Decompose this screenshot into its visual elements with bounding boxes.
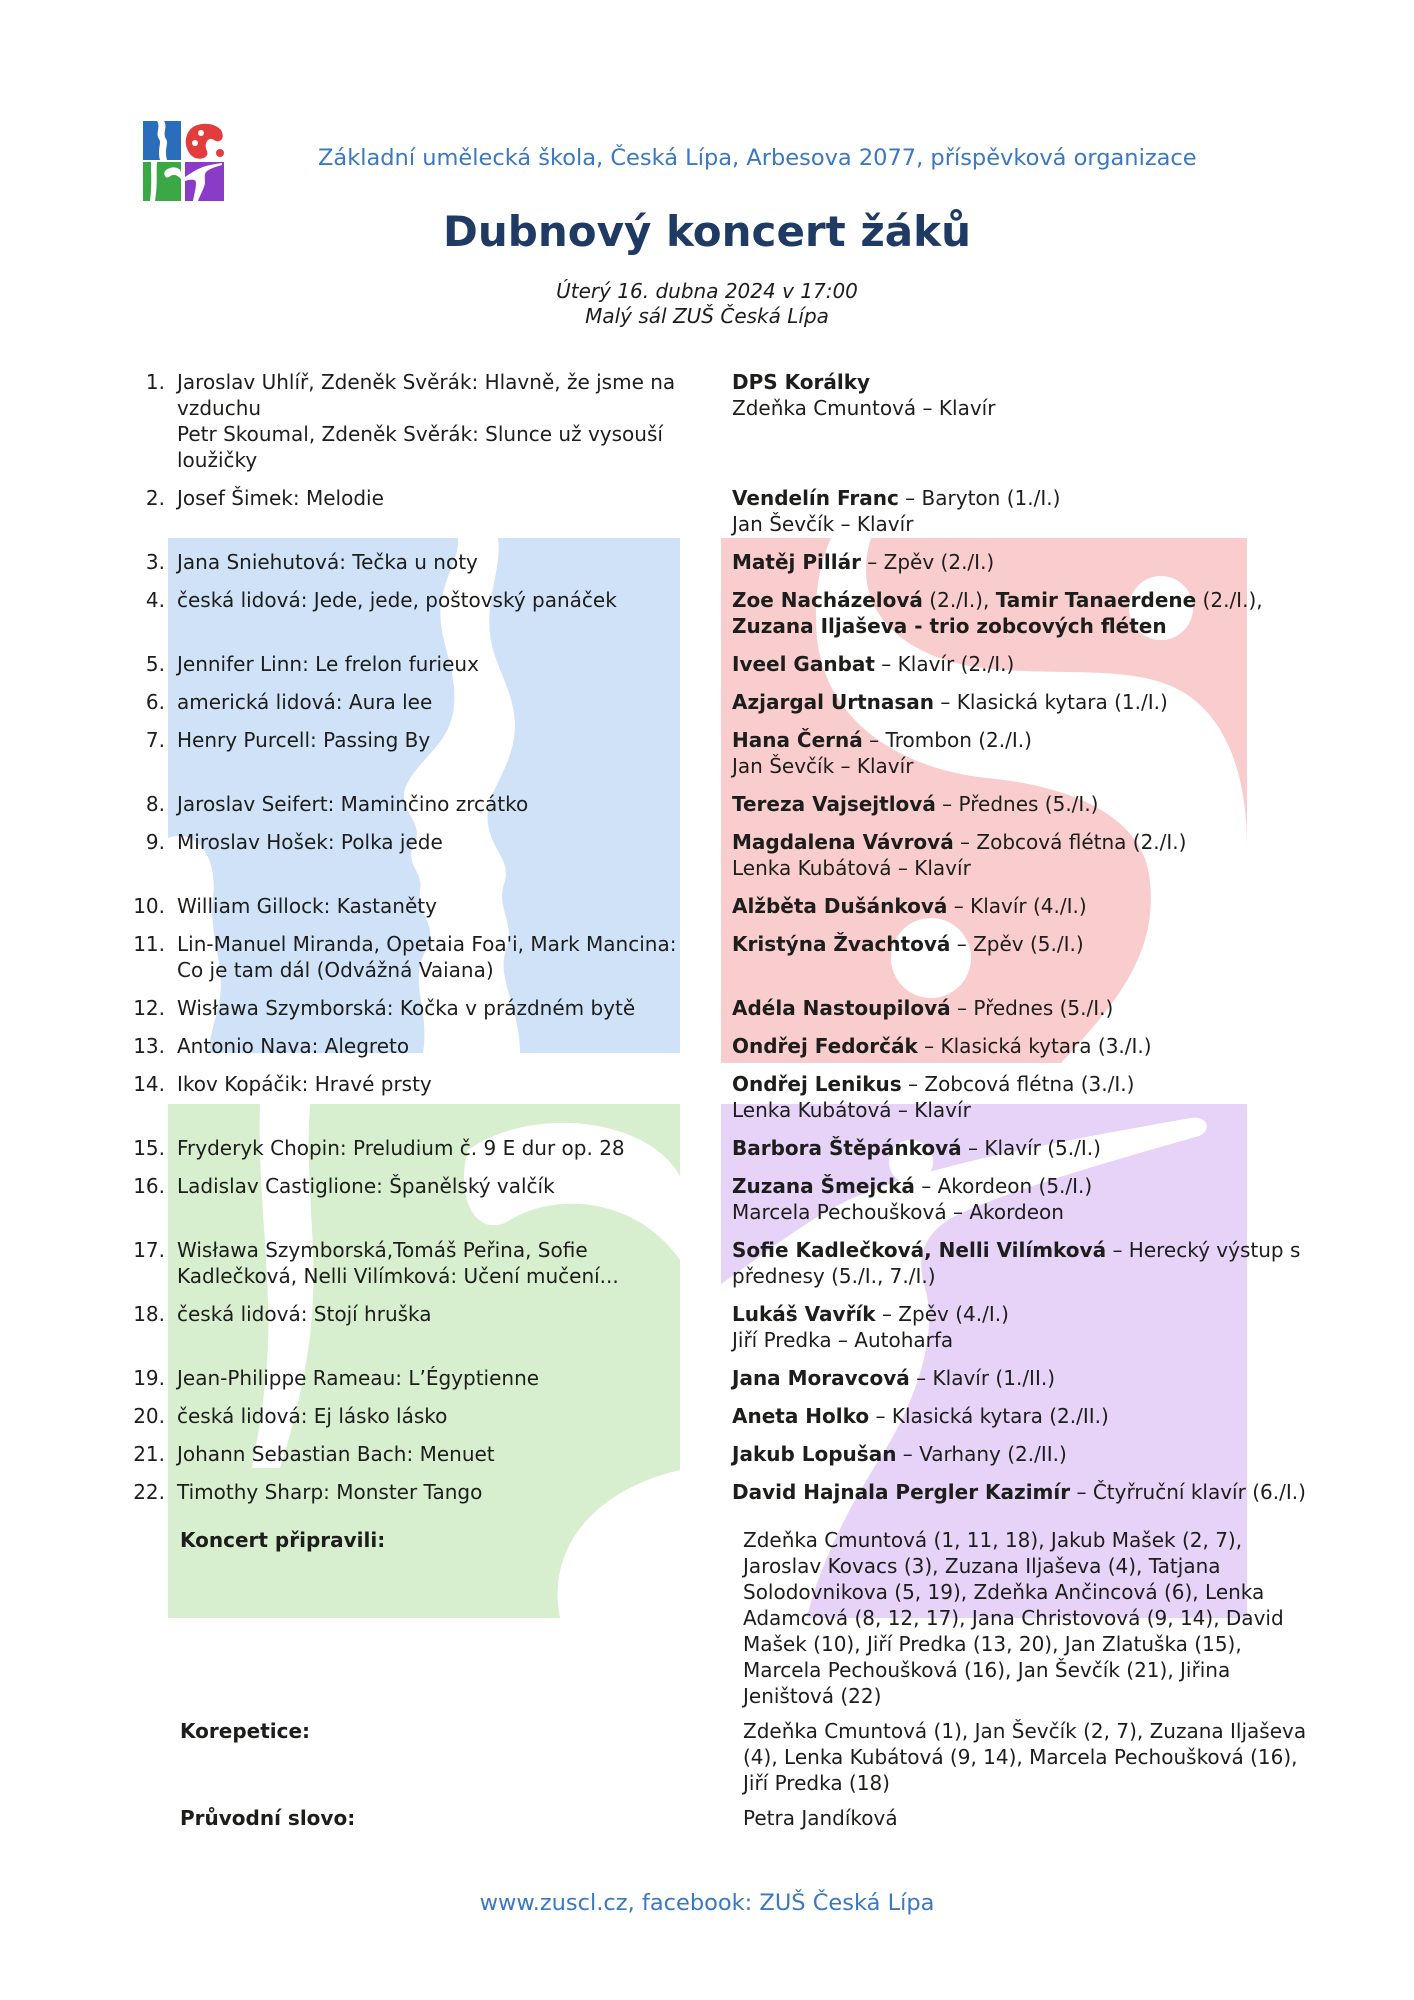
item-number: 22. [133,1480,165,1504]
performers [732,829,1186,881]
performer-detail: Marcela Pechoušková – Akordeon [732,1200,1064,1224]
piece-title [177,1365,732,1391]
credit-label: Koncert připravili: [180,1528,386,1552]
performers [732,549,994,575]
performers [732,995,1113,1021]
credit-line: Jeništová (22) [743,1684,882,1708]
performer-line [732,1327,1009,1353]
performers [732,1403,1109,1429]
performer-line [732,1403,1109,1429]
credit-item [0,1805,1414,1840]
performer-detail: – Zpěv (5./I.) [950,932,1084,956]
piece-line: americká lidová: Aura lee [177,690,433,714]
performer-name: Lukáš Vavřík [732,1302,876,1326]
piece-title [177,1071,732,1123]
item-number: 14. [133,1072,165,1096]
item-number: 20. [133,1404,165,1428]
performers [732,1301,1009,1353]
program-item [0,369,1414,485]
piece-line: Timothy Sharp: Monster Tango [177,1480,483,1504]
footer-contact: www.zuscl.cz, facebook: ZUŠ Česká Lípa [479,1890,935,1916]
performer-name: Alžběta Dušánková [732,894,948,918]
piece-title [177,689,732,715]
item-number: 1. [145,370,165,394]
performer-name: Zuzana Šmejcká [732,1174,915,1198]
performer-detail: – Klavír (2./I.) [874,652,1015,676]
piece-line: Ladislav Castiglione: Španělský valčík [177,1174,555,1198]
program-item [0,1441,1414,1479]
performer-line [732,791,1098,817]
performer-name: Hana Černá [732,728,863,752]
performers [732,1135,1101,1161]
performer-line [732,727,1032,753]
piece-line: Henry Purcell: Passing By [177,728,431,752]
item-number: 9. [145,830,165,854]
performer-line [732,1135,1101,1161]
item-number: 17. [133,1238,165,1262]
item-number: 6. [145,690,165,714]
performer-line [732,1097,1134,1123]
program-item [0,1365,1414,1403]
program-item [0,587,1414,651]
performer-line [732,1263,1300,1289]
performers [732,1441,1067,1467]
performer-name: Jakub Lopušan [732,1442,897,1466]
credit-line: Solodovnikova (5, 19), Zdeňka Ančincová (6), Lenka [743,1580,1265,1604]
performer-name: Tamir Tanaerdene [995,588,1197,612]
performers [732,727,1032,779]
piece-line: česká lidová: Stojí hruška [177,1302,432,1326]
concert-venue: Malý sál ZUŠ Česká Lípa [585,304,829,328]
performer-detail: Lenka Kubátová – Klavír [732,1098,971,1122]
performer-name: Barbora Štěpánková [732,1136,962,1160]
piece-title [177,485,732,537]
piece-title [177,893,732,919]
performer-line [732,511,1060,537]
piece-title [177,1441,732,1467]
performer-line [732,549,994,575]
performer-detail: – Zpěv (4./I.) [875,1302,1009,1326]
performer-line [732,395,995,421]
performer-detail: – Varhany (2./II.) [896,1442,1067,1466]
performer-line [732,1441,1067,1467]
piece-line: Ikov Kopáčik: Hravé prsty [177,1072,432,1096]
piece-title [177,369,732,473]
piece-line: Miroslav Hošek: Polka jede [177,830,443,854]
piece-title [177,651,732,677]
credit-label: Průvodní slovo: [180,1806,356,1830]
logo-palette-dot [216,149,224,157]
performer-line [732,1033,1152,1059]
performers [732,1237,1300,1289]
performers [732,587,1263,639]
program-item [0,1237,1414,1301]
piece-line: Petr Skoumal, Zdeněk Svěrák: Slunce už vysouší [177,422,663,446]
credits-section [0,1527,1414,1840]
performer-detail: – Klasická kytara (1./I.) [934,690,1168,714]
credit-line: Petra Jandíková [743,1806,898,1830]
program-item [0,1071,1414,1135]
performers [732,369,995,473]
piece-line: Jaroslav Uhlíř, Zdeněk Svěrák: Hlavně, že jsme na [177,370,676,394]
credit-item [0,1527,1414,1718]
program-item [0,727,1414,791]
piece-line: česká lidová: Jede, jede, poštovský panáček [177,588,617,612]
performer-detail: – Zobcová flétna (3./I.) [901,1072,1135,1096]
piece-line: Kadlečková, Nelli Vilímková: Učení mučení... [177,1264,619,1288]
credit-text [743,1527,1284,1709]
performer-detail: – Trombon (2./I.) [862,728,1032,752]
performers [732,485,1060,537]
credit-line: (4), Lenka Kubátová (9, 14), Marcela Pechoušková (16), [743,1745,1298,1769]
piece-line: vzduchu [177,396,262,420]
item-number: 5. [145,652,165,676]
performer-name: Zoe Nacházelová [732,588,923,612]
program-item [0,1479,1414,1517]
performer-line [732,485,1060,511]
performer-detail: (2./I.), [922,588,996,612]
performer-name: Tereza Vajsejtlová [732,792,936,816]
item-number: 13. [133,1034,165,1058]
program-item [0,829,1414,893]
performer-detail: – Přednes (5./I.) [950,996,1114,1020]
performer-line [732,753,1032,779]
performer-name: Kristýna Žvachtová [732,932,951,956]
performer-detail: Jiří Predka – Autoharfa [732,1328,954,1352]
performer-line [732,931,1084,957]
performer-detail: – Akordeon (5./I.) [914,1174,1093,1198]
program-item [0,1173,1414,1237]
performers [732,1365,1055,1391]
program-item [0,485,1414,549]
item-number: 8. [145,792,165,816]
item-number: 12. [133,996,165,1020]
performer-name: Iveel Ganbat [732,652,875,676]
piece-line: Lin-Manuel Miranda, Opetaia Foa'i, Mark Mancina: [177,932,677,956]
concert-date: Úterý 16. dubna 2024 v 17:00 [556,279,858,303]
piece-line: česká lidová: Ej lásko lásko [177,1404,448,1428]
performer-name: Magdalena Vávrová [732,830,954,854]
piece-title [177,829,732,881]
credit-line: Jaroslav Kovacs (3), Zuzana Iljaševa (4), Tatjana [743,1554,1221,1578]
performer-detail: – Herecký výstup s [1106,1238,1301,1262]
piece-line: loužičky [177,448,258,472]
performer-name: Jana Moravcová [732,1366,910,1390]
performer-name: Azjargal Urtnasan [732,690,935,714]
performers [732,893,1087,919]
piece-line: Fryderyk Chopin: Preludium č. 9 E dur op. 28 [177,1136,625,1160]
piece-title [177,549,732,575]
performer-name: DPS Korálky [732,370,871,394]
credit-line: Marcela Pechoušková (16), Jan Ševčík (21), Jiřina [743,1658,1231,1682]
performer-line [732,1237,1300,1263]
piece-line: Josef Šimek: Melodie [177,486,384,510]
performer-line [732,1071,1134,1097]
performer-line [732,689,1168,715]
performer-name: Adéla Nastoupilová [732,996,951,1020]
piece-title [177,1479,732,1505]
performer-detail: – Zobcová flétna (2./I.) [953,830,1187,854]
program-item [0,1403,1414,1441]
credit-text [743,1805,898,1831]
item-number: 2. [145,486,165,510]
piece-title [177,995,732,1021]
credit-label: Korepetice: [180,1719,311,1743]
performer-detail: Lenka Kubátová – Klavír [732,856,971,880]
piece-title [177,1173,732,1225]
logo-palette-hole [192,140,198,146]
program-item [0,791,1414,829]
performer-line [732,369,995,395]
item-number: 19. [133,1366,165,1390]
piece-line: Jennifer Linn: Le frelon furieux [177,652,479,676]
piece-line: William Gillock: Kastaněty [177,894,437,918]
piece-title [177,931,732,983]
performer-name: David Hajnala Pergler Kazimír [732,1480,1071,1504]
performer-line [732,1199,1092,1225]
piece-line: Jean-Philippe Rameau: L’Égyptienne [177,1366,540,1390]
performer-detail: – Klasická kytara (3./I.) [917,1034,1152,1058]
performer-name: Aneta Holko [732,1404,870,1428]
credit-text [743,1718,1306,1796]
performer-line [732,1479,1306,1505]
program-list [0,369,1414,1517]
performers [732,1071,1134,1123]
piece-line: Jaroslav Seifert: Maminčino zrcátko [177,792,529,816]
program-item [0,549,1414,587]
performer-line [732,651,1014,677]
performers [732,651,1014,677]
item-number: 10. [133,894,165,918]
performer-line [732,893,1087,919]
piece-title [177,1301,732,1353]
performer-line [732,587,1263,613]
credit-line: Adamcová (8, 12, 17), Jana Christovová (9, 14), David [743,1606,1284,1630]
item-number: 18. [133,1302,165,1326]
item-number: 3. [145,550,165,574]
performer-detail: přednesy (5./I., 7./I.) [732,1264,936,1288]
piece-line: Antonio Nava: Alegreto [177,1034,410,1058]
item-number: 7. [145,728,165,752]
credit-line: Mašek (10), Jiří Predka (13, 20), Jan Zlatuška (15), [743,1632,1242,1656]
performer-detail: – Zpěv (2./I.) [860,550,995,574]
performer-name: Ondřej Lenikus [732,1072,902,1096]
performer-detail: Jan Ševčík – Klavír [732,754,914,778]
performer-name: Zuzana Iljaševa - trio zobcových fléten [732,614,1167,638]
performer-detail: – Baryton (1./I.) [898,486,1061,510]
performer-line [732,855,1186,881]
program-item [0,931,1414,995]
piece-title [177,1135,732,1161]
performer-line [732,995,1113,1021]
program-item [0,1033,1414,1071]
performer-detail: Zdeňka Cmuntová – Klavír [732,396,996,420]
performer-detail: – Přednes (5./I.) [935,792,1099,816]
program-item [0,1301,1414,1365]
performer-detail: – Klavír (5./I.) [961,1136,1101,1160]
performer-name: Ondřej Fedorčák [732,1034,918,1058]
piece-title [177,791,732,817]
performer-name: Matěj Pillár [732,550,861,574]
piece-line: Johann Sebastian Bach: Menuet [177,1442,495,1466]
piece-title [177,727,732,779]
item-number: 15. [133,1136,165,1160]
credit-line: Zdeňka Cmuntová (1, 11, 18), Jakub Mašek (2, 7), [743,1528,1243,1552]
page-title: Dubnový koncert žáků [443,207,971,256]
school-name: Základní umělecká škola, Česká Lípa, Arbesova 2077, příspěvková organizace [318,145,1197,171]
performer-line [732,613,1263,639]
program-item [0,689,1414,727]
piece-line: Co je tam dál (Odvážná Vaiana) [177,958,494,982]
program-item [0,995,1414,1033]
performer-line [732,1365,1055,1391]
performer-detail: Jan Ševčík – Klavír [732,512,914,536]
piece-line: Jana Sniehutová: Tečka u noty [177,550,478,574]
school-logo-icon [143,121,224,201]
program-item [0,651,1414,689]
performer-detail: – Čtyřruční klavír (6./I.) [1070,1480,1306,1504]
performer-detail: (2./I.), [1196,588,1263,612]
performers [732,791,1098,817]
item-number: 4. [145,588,165,612]
performers [732,1479,1306,1505]
performer-detail: – Klasická kytara (2./II.) [869,1404,1109,1428]
performer-line [732,1173,1092,1199]
performer-detail: – Klavír (1./II.) [909,1366,1056,1390]
credit-line: Jiří Predka (18) [743,1771,890,1795]
credit-item [0,1718,1414,1805]
performer-line [732,1301,1009,1327]
performers [732,689,1168,715]
performer-name: Vendelín Franc [732,486,899,510]
program-item [0,893,1414,931]
performers [732,1173,1092,1225]
program-item [0,1135,1414,1173]
item-number: 21. [133,1442,165,1466]
item-number: 16. [133,1174,165,1198]
performer-line [732,829,1186,855]
piece-title [177,1403,732,1429]
piece-title [177,1033,732,1059]
logo-palette-hole [198,130,204,136]
piece-line: Wisława Szymborská: Kočka v prázdném bytě [177,996,636,1020]
performers [732,1033,1152,1059]
piece-title [177,587,732,639]
credit-line: Zdeňka Cmuntová (1), Jan Ševčík (2, 7), Zuzana Iljaševa [743,1719,1307,1743]
performer-detail: – Klavír (4./I.) [947,894,1087,918]
item-number: 11. [133,932,165,956]
piece-line: Wisława Szymborská,Tomáš Peřina, Sofie [177,1238,588,1262]
performers [732,931,1084,983]
performer-name: Sofie Kadlečková, Nelli Vilímková [732,1238,1107,1262]
piece-title [177,1237,732,1289]
